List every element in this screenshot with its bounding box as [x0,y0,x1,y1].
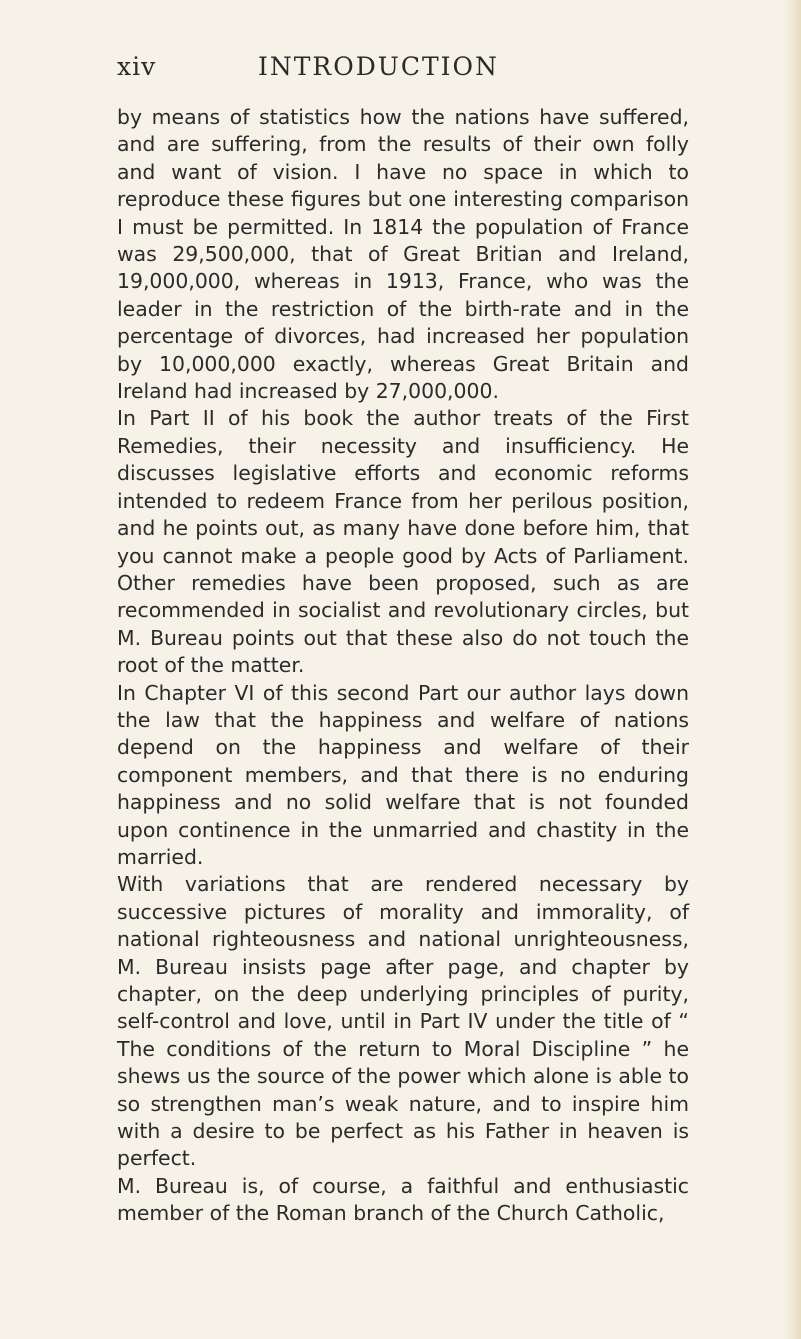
page-number: xiv [117,52,157,81]
page-edge-shadow [783,0,801,1339]
running-head: INTRODUCTION [258,52,499,81]
paragraph-statistics: by means of statistics how the nations have suffered, and are suffering, from the results of their own folly and want of vision. I have no space in which to reproduce these figures but one interesting comparison I must be permitted. In 1814 the population of France was 29,500,000, that of Great Britian and Ireland, 19,000,000, whereas in 1913, France, who was the leader in the restriction of the birth-rate and in the percentage of divorces, had increased her population by 10,000,000 exactly, whereas Great Britain and Ireland had increased by 27,000,000. [117,105,689,404]
body-text [117,104,689,1228]
paragraph-bureau-catholic: M. Bureau is, of course, a faithful and enthusiastic member of the Roman branch of the Church Catholic, [117,1173,689,1226]
paragraph-chapter-six: In Chapter VI of this second Part our author lays down the law that the happiness and welfare of nations depend on the happiness and welfare of their component members, and that there is no enduring happiness and no solid welfare that is not founded upon continence in the unmarried and chastity in the married. [117,680,689,869]
paragraph-variations: With variations that are rendered necessary by successive pictures of morality and immorality, of national righteousness and national unrighteousness, M. Bureau insists page after page, and chapter by chapter, on the deep underlying principles of purity, self-control and love, until in Part IV under the title of “ The conditions of the return to Moral Discipline ” he shews us the source of the power which alone is able to so strengthen man’s weak nature, and to inspire him with a desire to be perfect as his Father in heaven is perfect. [117,872,689,1171]
page-header [0,52,801,92]
paragraph-part-two: In Part II of his book the author treats of the First Remedies, their necessity and insufficiency. He discusses legislative efforts and economic reforms intended to redeem France from her perilous position, and he points out, as many have done before him, that you cannot make a people good by Acts of Parliament. Other remedies have been proposed, such as are recommended in socialist and revolutionary circles, but M. Bureau points out that these also do not touch the root of the matter. [117,406,689,678]
